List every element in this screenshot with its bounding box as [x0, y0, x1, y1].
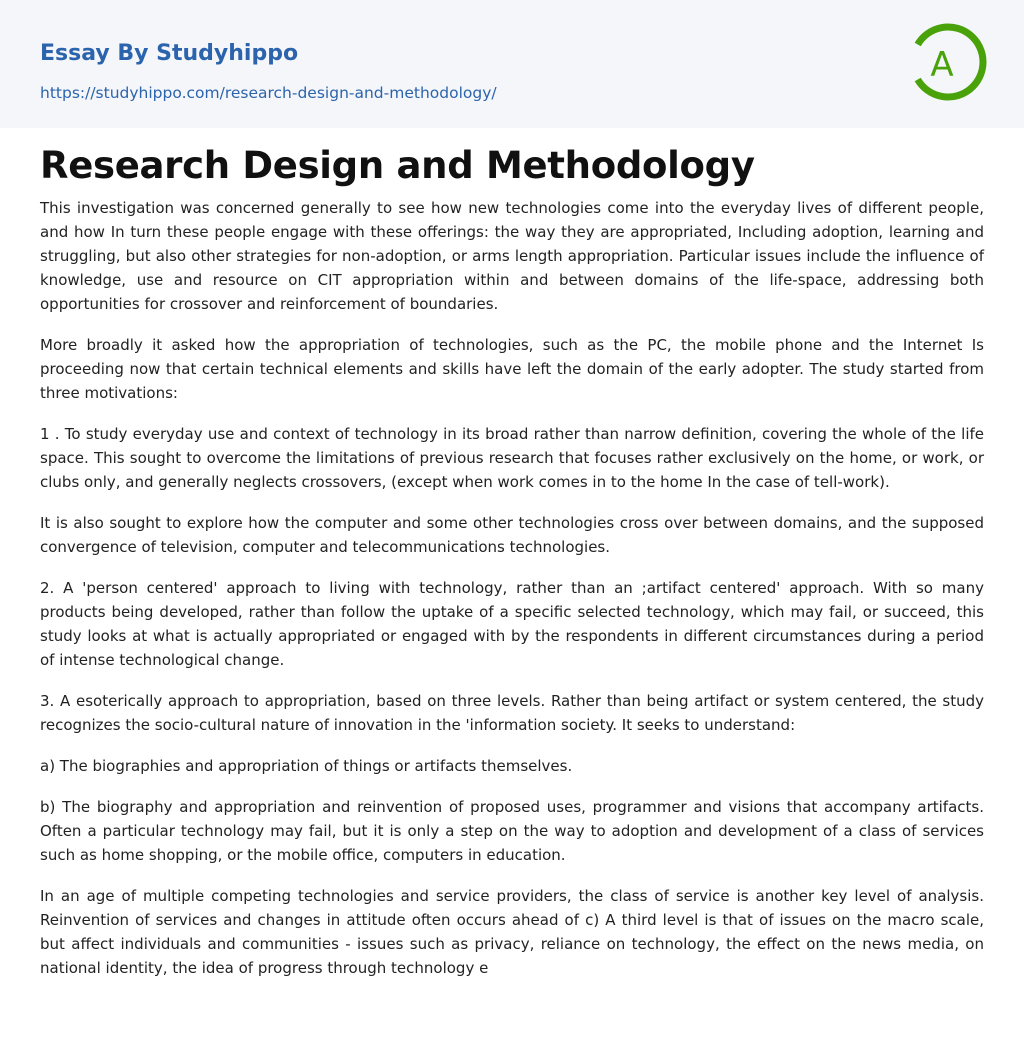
paragraph: More broadly it asked how the appropriation of technologies, such as the PC, the mobile phone and the Internet Is proceeding now that certain technical elements and skills have left the domain of the early adopter. The study started from three motivations: [40, 336, 984, 402]
site-header [0, 0, 1024, 128]
paragraph: In an age of multiple competing technologies and service providers, the class of service is another key level of analysis. Reinvention of services and changes in attitude often occurs ahead of c) A third level is that of issues on the macro scale, but affect individuals and communities - issues such as privacy, reliance on technology, the effect on the news media, on national identity, the idea of progress through technology e [40, 887, 984, 977]
svg-text:A: A [930, 45, 954, 85]
essay-url-link[interactable]: https://studyhippo.com/research-design-and-methodology/ [40, 84, 497, 102]
paragraph: This investigation was concerned generally to see how new technologies come into the everyday lives of different people, and how In turn these people engage with these offerings: the way they are appropriated, Including adoption, learning and struggling, but also other strategies for non-adoption, or arms length appropriation. Particular issues include the influence of knowledge, use and resource on CIT appropriation within and between domains of the life-space, addressing both opportunities for crossover and reinforcement of boundaries. [40, 199, 984, 313]
paragraph: b) The biography and appropriation and reinvention of proposed uses, programmer and visions that accompany artifacts. Often a particular technology may fail, but it is only a step on the way to adoption and development of a class of services such as home shopping, or the mobile office, computers in education. [40, 798, 984, 864]
paragraph: 1 . To study everyday use and context of technology in its broad rather than narrow definition, covering the whole of the life space. This sought to overcome the limitations of previous research that focuses rather exclusively on the home, or work, or clubs only, and generally neglects crossovers, (except when work comes in to the home In the case of tell-work). [40, 425, 984, 491]
paragraph: 3. A esoterically approach to appropriation, based on three levels. Rather than being artifact or system centered, the study recognizes the socio-cultural nature of innovation in the 'information society. It seeks to understand: [40, 692, 984, 734]
brand-title: Essay By Studyhippo [40, 41, 299, 66]
studyhippo-logo-icon[interactable] [905, 19, 991, 105]
paragraph: It is also sought to explore how the computer and some other technologies cross over between domains, and the supposed convergence of television, computer and telecommunications technologies. [40, 514, 984, 556]
article-title: Research Design and Methodology [40, 144, 755, 187]
paragraph: 2. A 'person centered' approach to living with technology, rather than an ;artifact centered' approach. With so many products being developed, rather than follow the uptake of a specific selected technology, which may fail, or succeed, this study looks at what is actually appropriated or engaged with by the respondents in different circumstances during a period of intense technological change. [40, 579, 984, 669]
paragraph: a) The biographies and appropriation of things or artifacts themselves. [40, 757, 573, 775]
article-body [40, 196, 984, 997]
